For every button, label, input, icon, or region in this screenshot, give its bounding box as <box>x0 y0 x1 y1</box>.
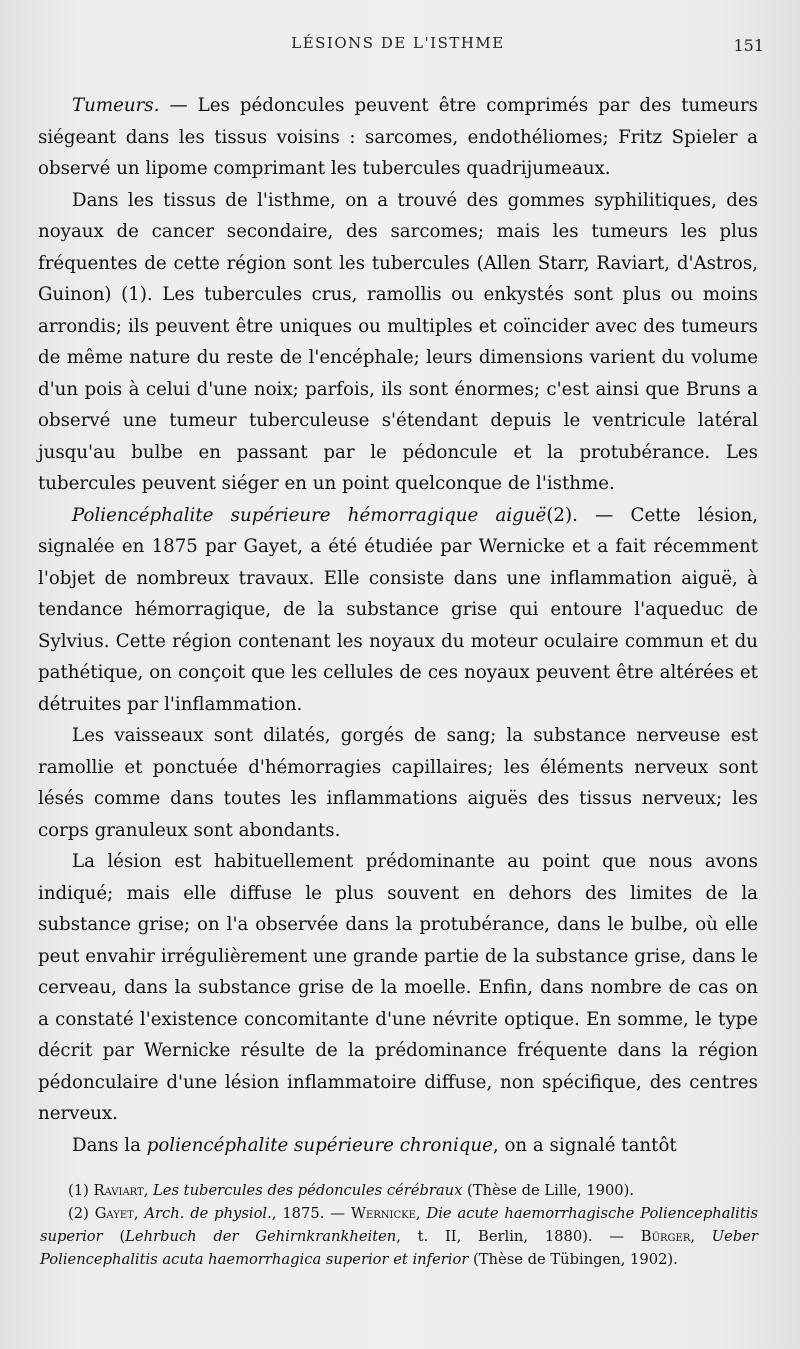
footnote-2-separator-3: , <box>690 1228 712 1245</box>
footnote-2-author-3: Bürger <box>640 1228 691 1245</box>
paragraph-vaisseaux-text: Les vaisseaux sont dilatés, gorgés de sang; la substance nerveuse est ramollie et ponctuée d'hémorragies capillaires; les éléments nerveux sont lésés comme dans toutes les inflammations aiguës des tissus nerveux; les corps granuleux sont abondants. <box>38 725 758 841</box>
footnote-2-author-1: Gayet <box>94 1205 134 1222</box>
footnote-2-title-3: Ueber Poliencephalitis acuta haemorrhagica superior et inferior <box>40 1228 758 1268</box>
footnote-2-separator-2: , <box>415 1205 427 1222</box>
paragraph-poliencephalite <box>38 500 758 721</box>
footnote-2-author-2: Wernicke <box>350 1205 416 1222</box>
footnote-1-author: Raviart <box>93 1182 144 1199</box>
footnote-2-journal: Arch. de physiol. <box>144 1205 272 1222</box>
page-header <box>38 28 764 62</box>
main-text <box>38 90 758 1161</box>
paragraph-tumeurs-lead: Tumeurs. <box>72 95 160 116</box>
running-head: LÉSIONS DE L'ISTHME <box>291 34 505 52</box>
footnote-2-marker: (2) <box>68 1205 95 1222</box>
paragraph-chronique-after: , on a signalé tantôt <box>492 1134 677 1156</box>
paragraph-chronique-before: Dans la <box>72 1134 147 1156</box>
footnote-2-book: Lehrbuch der Gehirnkrankheiten <box>125 1228 397 1245</box>
footnote-1-title: Les tubercules des pédoncules cérébraux <box>153 1182 463 1199</box>
footnotes <box>38 1179 758 1271</box>
paragraph-lesion-diffuse <box>38 846 758 1130</box>
paragraph-chronique-italic: poliencéphalite supérieure chronique <box>146 1134 493 1156</box>
paragraph-isthme-tissues-text: Dans les tissus de l'isthme, on a trouvé des gommes syphilitiques, des noyaux de cancer secondaire, des sarcomes; mais les tumeurs les plus fréquentes de cette région sont les tubercules (Allen Starr, Raviart, d'Astros, Guinon) (1). Les tubercules crus, ramollis ou enkystés sont plus ou moins arrondis; ils peuvent être uniques ou multiples et coïncider avec des tumeurs de même nature du reste de l'encéphale; leurs dimensions varient du volume d'un pois à celui d'une noix; parfois, ils sont énormes; c'est ainsi que Bruns a observé une tumeur tuberculeuse s'étendant depuis le ventricule latéral jusqu'au bulbe en passant par le pédoncule et la protubérance. Les tubercules peuvent siéger en un point quelconque de l'isthme. <box>38 189 758 494</box>
paragraph-chronique <box>38 1130 758 1162</box>
footnote-2 <box>40 1202 758 1271</box>
paragraph-tumeurs <box>38 90 758 185</box>
footnote-2-after-book: , t. II, Berlin, 1880). — <box>396 1228 641 1245</box>
paragraph-poliencephalite-text: (2). — Cette lésion, signalée en 1875 par Gayet, a été étudiée par Wernicke et a fait récemment l'objet de nombreux travaux. Elle consiste dans une inflammation aiguë, à tendance hémorragique, de la substance grise qui entoure l'aqueduc de Sylvius. Cette région contenant les noyaux du moteur oculaire commun et du pathétique, on conçoit que les cellules de ces noyaux peuvent être altérées et détruites par l'inflammation. <box>38 504 759 715</box>
footnote-1-rest: (Thèse de Lille, 1900). <box>462 1182 635 1199</box>
footnote-2-title-2: Die acute haemorrhagische Poliencephalitis superior <box>40 1205 758 1245</box>
footnote-2-after-journal: , 1875. — <box>271 1205 351 1222</box>
paragraph-lesion-diffuse-text: La lésion est habituellement prédominante au point que nous avons indiqué; mais elle diffuse le plus souvent en dehors des limites de la substance grise; on l'a observée dans la protubérance, dans le bulbe, où elle peut envahir irrégulièrement une grande partie de la substance grise, dans le cerveau, dans la substance grise de la moelle. Enfin, dans nombre de cas on a constaté l'existence concomitante d'une névrite optique. En somme, le type décrit par Wernicke résulte de la prédominance fréquente dans la région pédonculaire d'une lésion inflammatoire diffuse, non spécifique, des centres nerveux. <box>38 851 758 1124</box>
footnote-1 <box>40 1179 758 1202</box>
footnote-1-marker: (1) <box>68 1182 94 1199</box>
footnote-2-rest: (Thèse de Tübingen, 1902). <box>468 1251 678 1268</box>
page-number: 151 <box>733 36 764 55</box>
paragraph-poliencephalite-lead: Poliencéphalite supérieure hémorragique aiguë <box>72 504 547 526</box>
paragraph-tumeurs-text: — Les pédoncules peuvent être comprimés par des tumeurs siégeant dans les tissus voisins : sarcomes, endothéliomes; Fritz Spieler a observé un lipome comprimant les tubercules quadrijumeaux. <box>38 95 758 179</box>
paragraph-vaisseaux <box>38 720 758 846</box>
footnote-2-separator-1: , <box>133 1205 145 1222</box>
paragraph-isthme-tissues <box>38 185 758 500</box>
footnote-2-after-title-2: ( <box>102 1228 126 1245</box>
footnote-1-separator: , <box>143 1182 154 1199</box>
